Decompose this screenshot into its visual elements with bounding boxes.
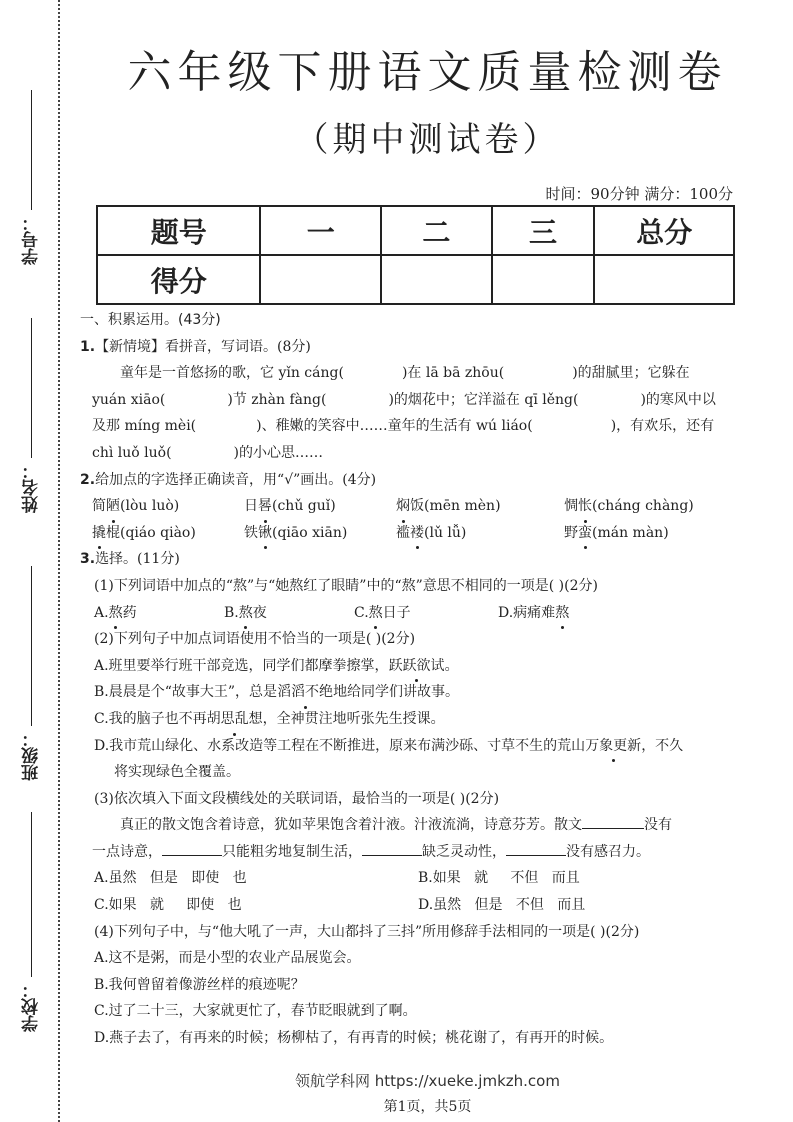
section-1-title: 一、积累运用。(43分)	[80, 312, 221, 328]
exam-content	[80, 307, 750, 1052]
passage-text: 没有感召力。	[566, 843, 650, 860]
option-a[interactable]: A.班里要举行班干部竞选，同学们都摩拳擦掌，跃跃欲试。	[80, 653, 750, 680]
q3-part-2-stem: (2)下列句子中加点词语使用不恰当的一项是( )(2分)	[94, 631, 416, 648]
answer-blank[interactable]	[582, 813, 644, 829]
passage-text: 只能粗劣地复制生活，	[222, 843, 362, 860]
q1-text: chì luǒ luǒ(	[92, 444, 172, 461]
name-field[interactable]	[16, 318, 46, 513]
school-field[interactable]	[16, 812, 46, 1032]
question-number: 1.	[80, 338, 96, 355]
question-stem: 【新情境】看拼音，写词语。(8分)	[95, 338, 311, 355]
option-c[interactable]: C.如果 就 即使 也	[94, 897, 242, 914]
exam-subtitle: （期中测试卷）	[294, 120, 561, 160]
q1-line-1	[80, 360, 750, 387]
q1-text: )节 zhàn fàng(	[227, 391, 327, 408]
answer-blank[interactable]	[362, 840, 422, 856]
score-cell-1[interactable]	[260, 255, 381, 304]
q1-text: )，有欢乐，还有	[610, 418, 715, 435]
score-cell-total[interactable]	[594, 255, 734, 304]
answer-blank[interactable]	[162, 840, 222, 856]
q2-row-2	[80, 520, 750, 547]
student-no-field[interactable]	[16, 90, 46, 265]
student-no-label: 学号：	[21, 214, 42, 265]
q3-part-1-stem: (1)下列词语中加点的“熬”与“她熬红了眼睛”中的“熬”意思不相同的一项是( )(2分)	[94, 577, 598, 594]
option-c[interactable]: C.过了二十三，大家就更忙了，春节眨眼就到了啊。	[94, 1003, 417, 1020]
score-header-row	[97, 206, 734, 255]
pinyin-choice[interactable]: 撬棍(qiáo qiào)	[92, 520, 244, 547]
question-number: 2.	[80, 471, 96, 488]
class-field[interactable]	[16, 566, 46, 781]
q1-text: )的烟花中；它洋溢在 qī lěng(	[388, 391, 579, 408]
school-label: 学校：	[21, 981, 42, 1032]
question-stem: 选择。(11分)	[95, 551, 180, 568]
name-label: 姓名：	[21, 462, 42, 513]
pinyin-choice[interactable]: 焖饭(mēn mèn)	[396, 493, 564, 520]
pinyin-choice[interactable]: 褴褛(lǔ lǚ)	[396, 520, 564, 547]
score-cell-3[interactable]	[492, 255, 595, 304]
q3-part-3-options-ab	[80, 865, 750, 892]
score-value-row	[97, 255, 734, 304]
score-header-cell: 三	[492, 206, 595, 255]
q3-part-3-stem: (3)依次填入下面文段横线处的关联词语，最恰当的一项是( )(2分)	[94, 790, 500, 807]
passage-text: 真正的散文饱含着诗意，犹如苹果饱含着汁液。汁液流淌，诗意芬芳。散文	[120, 817, 582, 834]
option-c[interactable]: C.熬日子	[354, 600, 498, 627]
question-3-stem	[80, 546, 750, 573]
q1-text: )的小心思……	[233, 444, 324, 461]
option-d[interactable]: D.病痛难熬	[498, 600, 569, 627]
option-a[interactable]: A.这不是粥，而是小型的农业产品展览会。	[94, 950, 361, 967]
option-d-continued: 将实现绿色全覆盖。	[114, 764, 240, 781]
q1-text: )的寒风中以	[640, 391, 716, 408]
option-a[interactable]: A.熬药	[94, 600, 224, 627]
option-a[interactable]: A.虽然 但是 即使 也	[94, 870, 247, 887]
q1-text: )、稚嫩的笑容中……童年的生活有 wú liáo(	[256, 418, 533, 435]
q1-text: 及那 míng mèi(	[92, 418, 197, 435]
q1-line-4	[80, 440, 750, 467]
score-row-label: 得分	[97, 255, 260, 304]
q1-text: yuán xiāo(	[92, 391, 166, 408]
binding-margin	[0, 0, 62, 1122]
class-underline	[31, 566, 32, 726]
school-underline	[31, 812, 32, 977]
option-b[interactable]: B.如果 就 不但 而且	[418, 870, 580, 887]
score-cell-2[interactable]	[381, 255, 492, 304]
q1-line-2	[80, 387, 750, 414]
pinyin-choice[interactable]: 惆怅(cháng chàng)	[564, 493, 694, 520]
question-1-stem	[80, 334, 750, 361]
option-b[interactable]: B.熬夜	[224, 600, 354, 627]
option-d[interactable]: D.燕子去了，有再来的时候；杨柳枯了，有再青的时候；桃花谢了，有再开的时候。	[94, 1030, 614, 1047]
q1-line-3	[80, 413, 750, 440]
score-header-cell: 题号	[97, 206, 260, 255]
class-label: 班级：	[21, 730, 42, 781]
q3-part-3-passage-2	[80, 839, 750, 866]
passage-text: 没有	[644, 817, 672, 834]
name-underline	[31, 318, 32, 458]
question-2-stem	[80, 467, 750, 494]
passage-text: 缺乏灵动性，	[422, 843, 506, 860]
score-header-cell: 一	[260, 206, 381, 255]
page-number: 第1页，共5页	[383, 1099, 472, 1115]
pinyin-choice[interactable]: 野蛮(mán màn)	[564, 520, 669, 547]
pinyin-choice[interactable]: 铁锹(qiāo xiān)	[244, 520, 396, 547]
pinyin-choice[interactable]: 简陋(lòu luò)	[92, 493, 244, 520]
pinyin-choice[interactable]: 日晷(chǔ guǐ)	[244, 493, 396, 520]
score-header-cell: 二	[381, 206, 492, 255]
option-b[interactable]: B.我何曾留着像游丝样的痕迹呢？	[94, 976, 305, 993]
score-header-cell: 总分	[594, 206, 734, 255]
q1-text: 童年是一首悠扬的歌，它 yǐn cáng(	[120, 365, 344, 382]
option-d[interactable]: D.我市荒山绿化、水系改造等工程在不断推进，原来布满沙砾、寸草不生的荒山万象更新，不久	[80, 733, 750, 760]
q3-part-4-stem: (4)下列句子中，与“他大吼了一声，大山都抖了三抖”所用修辞手法相同的一项是( )(2分)	[94, 923, 640, 940]
passage-text: 一点诗意，	[92, 843, 162, 860]
question-stem: 给加点的字选择正确读音，用“√”画出。(4分)	[95, 471, 377, 488]
option-b[interactable]: B.晨晨是个“故事大王”，总是滔滔不绝地给同学们讲故事。	[80, 679, 750, 706]
tear-line	[58, 0, 60, 1122]
q3-part-3-passage-1	[80, 812, 750, 839]
exam-title: 六年级下册语文质量检测卷	[127, 47, 728, 98]
option-c[interactable]: C.我的脑子也不再胡思乱想，全神贯注地听张先生授课。	[80, 706, 750, 733]
student-no-underline	[31, 90, 32, 210]
q2-row-1	[80, 493, 750, 520]
q3-part-3-options-cd	[80, 892, 750, 919]
q3-part-1-options	[80, 600, 750, 627]
score-table	[96, 205, 735, 305]
option-d[interactable]: D.虽然 但是 不但 而且	[418, 897, 586, 914]
footer-website: 领航学科网 https://xueke.jmkzh.com	[295, 1072, 560, 1090]
q1-text: )在 lā bā zhōu(	[401, 365, 505, 382]
q1-text: )的甜腻里；它躲在	[572, 365, 690, 382]
exam-meta: 时间：90分钟 满分：100分	[545, 185, 733, 203]
answer-blank[interactable]	[506, 840, 566, 856]
question-number: 3.	[80, 551, 96, 568]
